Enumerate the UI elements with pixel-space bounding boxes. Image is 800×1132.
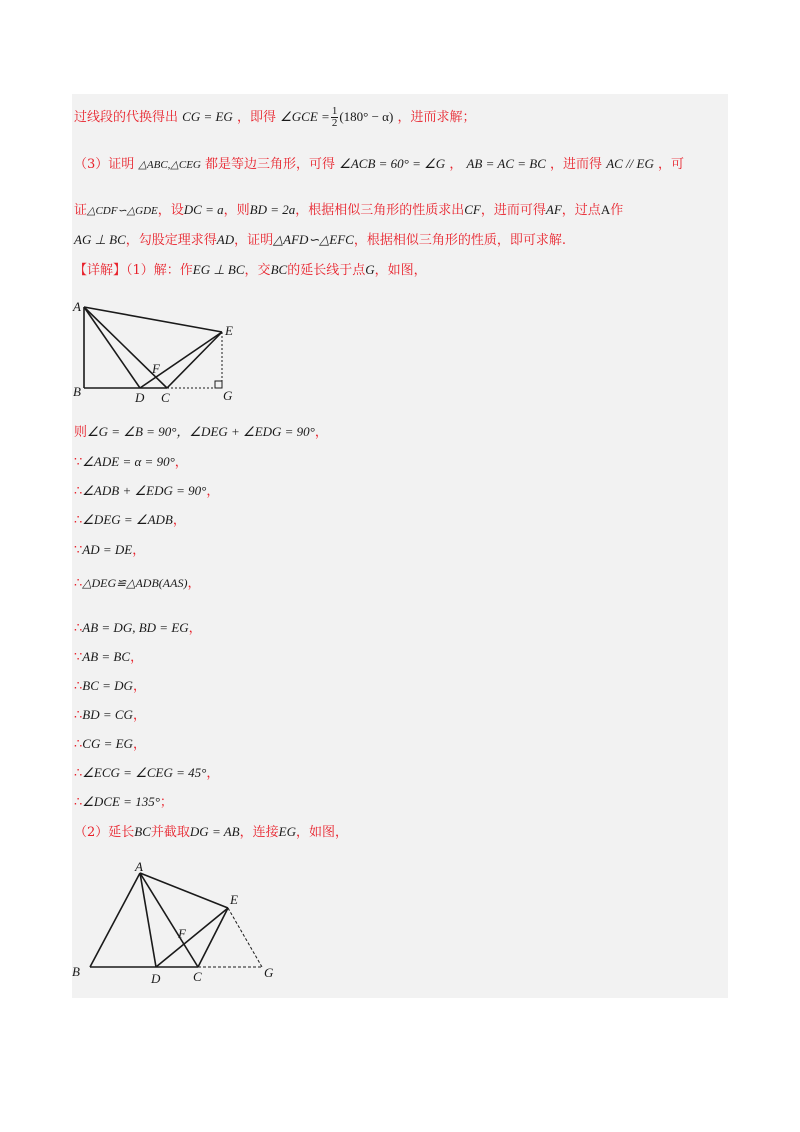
text: ， [132,708,146,723]
text: ； [159,795,173,810]
math: G [365,262,375,277]
proof-line-1 [74,422,328,443]
therefore-symbol: ∴ [74,621,83,636]
math: AF [545,202,562,217]
because-symbol: ∵ [74,455,83,470]
text: ，交 [244,263,271,278]
label-e: E [225,323,233,338]
math: ∠DEG = ∠ADB [82,512,173,527]
proof-line-11 [74,734,146,755]
text: ， [314,425,328,440]
text: （3）证明 [74,157,135,172]
text: 过线段的代换得出 [74,110,179,125]
text: ， [172,513,186,528]
therefore-symbol: ∴ [74,484,83,499]
math: A [600,202,611,217]
text: ，进而求解； [397,110,476,125]
text-line-1 [74,106,475,129]
text: ，设 [157,203,184,218]
label-f: F [178,926,186,941]
math: △AFD∽△EFC [273,232,354,247]
figure-1-geometry [72,295,252,410]
proof-line-8 [74,647,143,668]
fraction-denominator: 2 [331,117,338,129]
math: ∠ADE = α = 90° [82,454,175,469]
text: ，进而可得 [480,203,546,218]
therefore-symbol: ∴ [74,679,83,694]
math: ∠GCE = [280,109,330,124]
text: （2）延长 [74,825,135,840]
therefore-symbol: ∴ [74,576,83,591]
math: ∠ECG = ∠CEG = 45° [82,765,207,780]
text: ， [132,679,146,694]
math: BD = 2a [249,202,296,217]
proof-line-9 [74,676,146,697]
math: EG [278,824,296,839]
text: ，如图， [374,263,427,278]
math: (180° − α) [339,109,394,124]
text-line-5 [74,260,427,281]
segment-de [140,332,222,388]
text: ，勾股定理求得 [125,233,217,248]
math: EG ⊥ BC [192,262,245,277]
text: ， [174,455,188,470]
therefore-symbol: ∴ [74,766,83,781]
segment-ab [90,873,140,967]
text: 作 [610,203,624,218]
math: BC [270,262,288,277]
label-c: C [193,969,202,984]
text: ， [130,650,144,665]
proof-line-5 [74,540,145,561]
proof-line-3 [74,481,219,502]
math: ∠G = ∠B = 90°，∠DEG + ∠EDG = 90° [87,424,315,439]
text: 都是等边三角形，可得 [205,157,336,172]
text-line-3 [74,200,623,221]
segment-ce [198,908,228,967]
math: BC = DG [82,678,133,693]
therefore-symbol: ∴ [74,513,83,528]
proof-line-13 [74,792,173,813]
text: ，根据相似三角形的性质求出 [295,203,465,218]
text: ，根据相似三角形的性质，即可求解. [353,233,566,248]
math: ∠DCE = 135° [82,794,160,809]
fraction [331,106,339,129]
text: ， [206,484,220,499]
text: ，如图， [295,825,348,840]
text: ，证明 [234,233,274,248]
text-line-2 [74,154,684,175]
math: ∠ADB + ∠EDG = 90° [82,483,207,498]
text: 的延长线于点 [287,263,366,278]
right-angle-mark [215,381,222,388]
figure-2-geometry [70,858,290,990]
segment-ce [167,332,222,388]
proof-line-2 [74,452,188,473]
math: △DEG≌△ADB(AAS) [82,576,188,590]
math: DG = AB [189,824,240,839]
math: BD = CG [82,707,133,722]
label-g: G [264,965,274,980]
text: ， [132,737,146,752]
math: AB = AC = BC [466,156,546,171]
proof-line-7 [74,618,202,639]
label-b: B [73,384,81,399]
math: CG = EG [82,736,133,751]
math: AB = DG, BD = EG [82,620,189,635]
proof-line-4 [74,510,186,531]
text: ， [187,576,201,591]
text: ，过点 [561,203,601,218]
math: △CDF∽△GDE [87,205,158,217]
text: 则 [74,425,88,440]
text: ，连接 [239,825,279,840]
therefore-symbol: ∴ [74,737,83,752]
text: ，可 [658,157,685,172]
therefore-symbol: ∴ [74,795,83,810]
math: △ABC,△CEG [138,159,201,171]
text: ， [206,766,220,781]
label-b: B [72,964,80,979]
label-a: A [73,299,81,314]
math: CG = EG [182,109,233,124]
proof-line-10 [74,705,146,726]
segment-ad [84,307,140,388]
text: 【详解】（1）解：作 [74,263,193,278]
math: BC [134,824,151,839]
label-d: D [135,390,145,405]
math: AD [216,232,235,247]
text: ， [132,543,146,558]
text: ，则 [223,203,250,218]
because-symbol: ∵ [74,650,83,665]
math: DC = a [183,202,224,217]
label-a: A [135,859,143,874]
text: 并截取 [150,825,190,840]
proof-line-6 [74,573,200,594]
label-e: E [230,892,238,907]
fraction-numerator: 1 [331,105,338,117]
math: CF [464,202,481,217]
therefore-symbol: ∴ [74,708,83,723]
segment-ae [140,873,228,908]
text-line-4 [74,230,566,251]
label-d: D [151,971,161,986]
text: ，即得 [236,110,276,125]
proof-line-12 [74,763,219,784]
text: ， [188,621,202,636]
text: 证 [74,203,88,218]
label-f: F [152,361,160,376]
math: AG ⊥ BC [74,232,126,247]
segment-eg-dashed [228,908,262,967]
because-symbol: ∵ [74,543,83,558]
math: AC // EG [606,156,654,171]
math: AD = DE [82,542,133,557]
text: ， [449,157,463,172]
math: ∠ACB = 60° = ∠G [339,156,446,171]
label-c: C [161,390,170,405]
label-g: G [223,388,233,403]
part-2-line [74,822,348,843]
math: AB = BC [82,649,131,664]
text: ，进而得 [550,157,603,172]
